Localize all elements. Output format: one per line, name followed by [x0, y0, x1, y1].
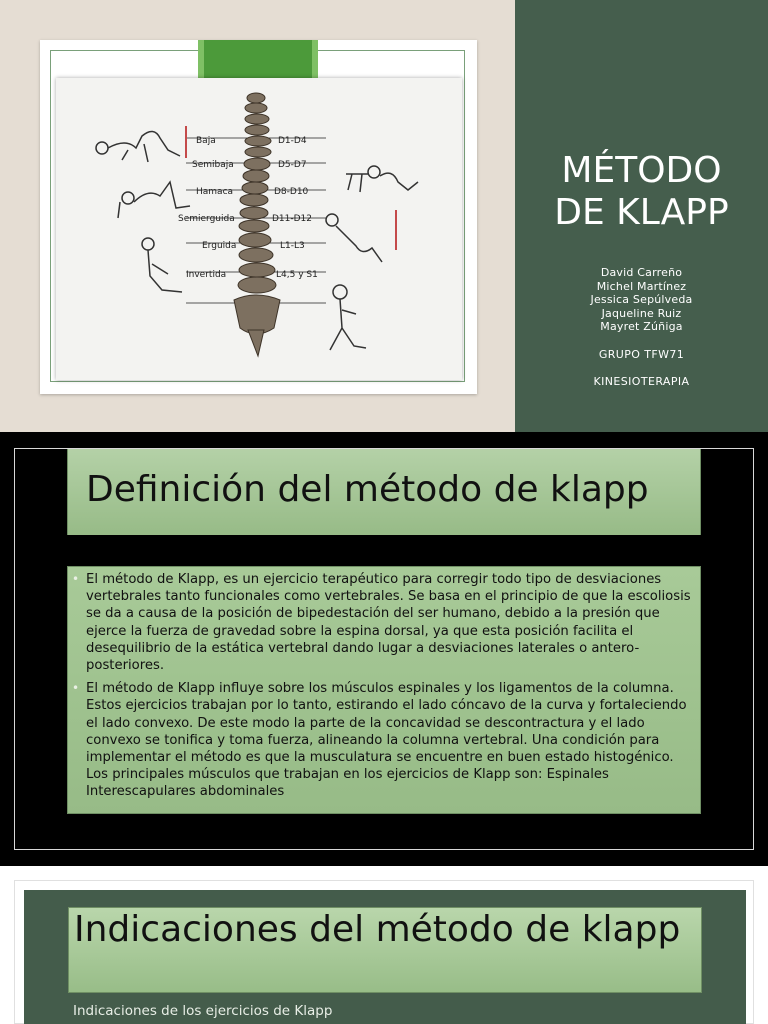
vertebrae-label: L4,5 y S1: [276, 270, 318, 280]
title-box: [68, 907, 702, 993]
position-label: Erguida: [202, 241, 237, 251]
bullet-icon: •: [72, 572, 80, 586]
spine-diagram: [56, 78, 462, 380]
author-name: David Carreño: [600, 266, 683, 279]
slide-title: [0, 0, 768, 432]
slide-definition: [0, 432, 768, 866]
figure-row-4-value: [280, 233, 305, 252]
slide-subtitle: Indicaciones de los ejercicios de Klapp: [73, 1003, 333, 1019]
paragraph-text: El método de Klapp influye sobre los músculos espinales y los ligamentos de la columna. Estos ejercicios trabajan por lo tanto, estirando el lado cóncavo de la curva y fortaleciendo el lado convexo. De este modo la parte de la concavidad se descontractura y el lado convexo se tonifica y toma fuerza, alineando la columna vertebral. Una condición para implementar el método es que la musculatura se encuentre en buen estado histogénico. Los principales músculos que trabajan en los ejercicios de Klapp son: Espinales Interescapulares abdominales: [86, 681, 687, 800]
figure-row-4: [202, 233, 236, 252]
figure-row-1-value: [278, 152, 307, 171]
figure-row-0-value: [278, 128, 307, 147]
image-frame: [40, 40, 477, 394]
subject-label: KINESIOTERAPIA: [593, 375, 690, 388]
title-panel: [515, 0, 768, 432]
figure-row-0: [196, 128, 216, 147]
position-label: Invertida: [186, 270, 227, 280]
title-box: [67, 449, 701, 535]
content-box: [67, 566, 701, 814]
group-label: GRUPO TFW71: [598, 348, 685, 361]
figure-row-5-value: [276, 262, 318, 281]
vertebrae-label: D8-D10: [274, 187, 309, 197]
bullet-icon: •: [72, 681, 80, 696]
figure-row-1: [192, 152, 234, 171]
title-line-2: DE KLAPP: [554, 192, 729, 233]
figure-row-2: [196, 179, 233, 198]
vertebrae-label: D5-D7: [278, 160, 307, 170]
green-accent-tab: [198, 40, 318, 80]
figure-row-3-value: [272, 206, 312, 225]
vertebrae-label: D11-D12: [272, 214, 313, 224]
paragraph-text: El método de Klapp, es un ejercicio terapéutico para corregir todo tipo de desviaciones vertebrales tanto funcionales como vertebrales. Se basa en el principio de que la escoliosis se da a causa de la posición de bipedestación del ser humano, debido a la presión que ejerce la fuerza de gravedad sobre la espina dorsal, ya que esta posición facilita el desequilibrio de la estática vertebral dando lugar a desviaciones laterales o antero-posteriores.: [86, 572, 691, 674]
position-label: Semierguida: [178, 214, 235, 224]
slide-background: [24, 890, 746, 1024]
spine-klapp-figure: [56, 78, 462, 380]
position-label: Baja: [196, 136, 216, 146]
author-list: [515, 266, 768, 334]
position-label: Semibaja: [192, 160, 234, 170]
title-line-1: MÉTODO: [561, 150, 722, 191]
position-label: Hamaca: [196, 187, 234, 197]
vertebrae-label: L1-L3: [280, 241, 305, 251]
author-name: Jessica Sepúlveda: [590, 293, 693, 306]
presentation-title: [515, 150, 768, 234]
slide-heading: Definición del método de klapp: [86, 469, 649, 510]
paragraph: [72, 680, 694, 800]
vertebrae-label: D1-D4: [278, 136, 307, 146]
author-name: Michel Martínez: [596, 279, 687, 293]
figure-row-3: [178, 206, 235, 225]
paragraph: [72, 571, 694, 674]
author-name: Mayret Zúñiga: [600, 320, 683, 333]
slide-heading: Indicaciones del método de klapp: [74, 909, 681, 950]
figure-row-5: [186, 262, 226, 281]
author-name: Jaqueline Ruiz: [601, 306, 682, 320]
figure-row-2-value: [274, 179, 308, 198]
slide-indications: [14, 880, 754, 1024]
